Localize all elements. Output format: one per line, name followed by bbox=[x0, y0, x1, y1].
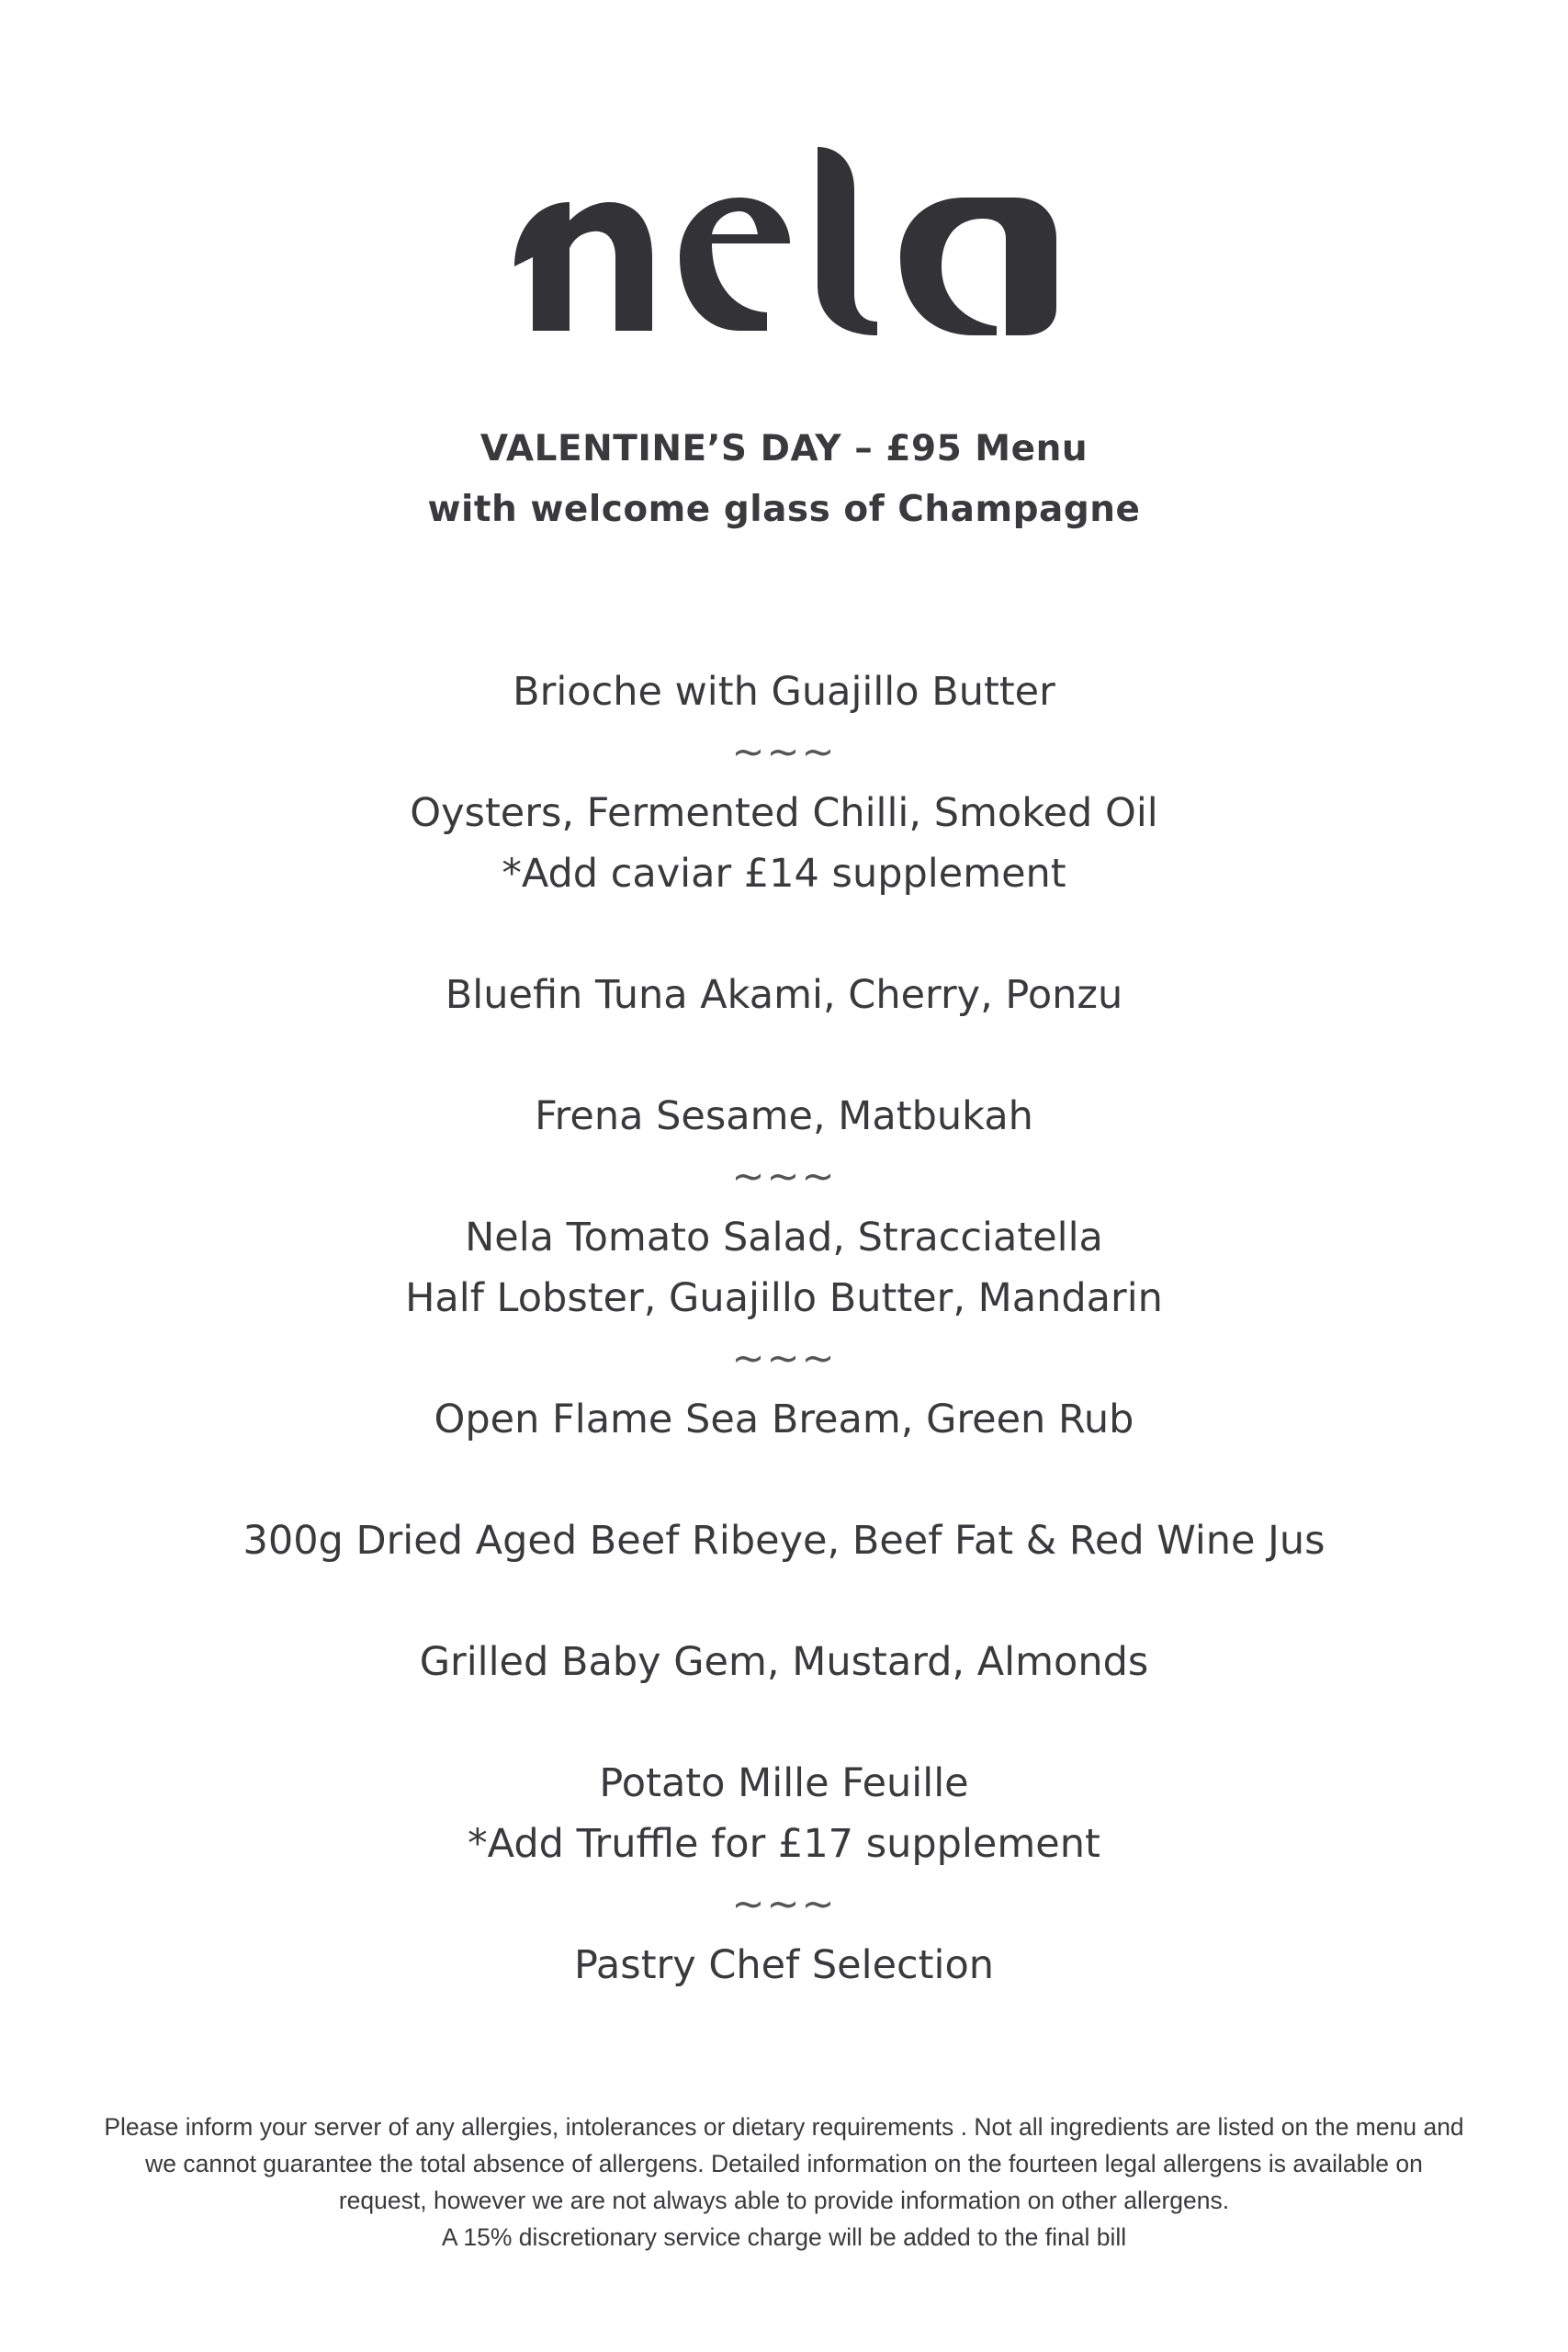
menu-spacer bbox=[0, 1571, 1568, 1632]
menu-item: Brioche with Guajillo Butter bbox=[513, 669, 1055, 715]
course-separator: ~~~ bbox=[731, 1154, 837, 1200]
menu-item: Potato Mille Feuille bbox=[599, 1760, 969, 1806]
service-charge-note: A 15% discretionary service charge will be added to the final bill bbox=[441, 2223, 1127, 2251]
menu-item: Frena Sesame, Matbukah bbox=[535, 1093, 1033, 1139]
course-separator: ~~~ bbox=[731, 729, 837, 775]
course-separator: ~~~ bbox=[731, 1882, 837, 1928]
allergen-notice bbox=[0, 2109, 1568, 2256]
menu-item: Bluefin Tuna Akami, Cherry, Ponzu bbox=[445, 972, 1123, 1018]
menu-spacer bbox=[0, 904, 1568, 965]
course-separator: ~~~ bbox=[731, 1336, 837, 1382]
nela-logo-graphic bbox=[514, 147, 1056, 349]
menu-item: Grilled Baby Gem, Mustard, Almonds bbox=[419, 1639, 1149, 1685]
allergen-notice-line: we cannot guarantee the total absence of allergens. Detailed information on the fourteen legal allergens is available on bbox=[145, 2150, 1423, 2177]
menu-item: *Add Truffle for £17 supplement bbox=[468, 1821, 1100, 1867]
menu-item: 300g Dried Aged Beef Ribeye, Beef Fat & Red Wine Jus bbox=[243, 1518, 1325, 1564]
menu-title: VALENTINE’S DAY – £95 Menu bbox=[479, 428, 1089, 469]
menu-spacer bbox=[0, 1450, 1568, 1510]
menu-item: Pastry Chef Selection bbox=[573, 1942, 995, 1988]
menu-item: Open Flame Sea Bream, Green Rub bbox=[434, 1396, 1134, 1442]
menu-spacer bbox=[0, 1692, 1568, 1753]
menu-spacer bbox=[0, 1025, 1568, 1086]
menu-item: *Add caviar £14 supplement bbox=[502, 851, 1066, 897]
menu-item: Half Lobster, Guajillo Butter, Mandarin bbox=[405, 1275, 1163, 1321]
allergen-notice-line: request, however we are not always able to provide information on other allergens. bbox=[338, 2187, 1230, 2214]
nela-logo bbox=[514, 147, 1056, 349]
menu-subtitle: with welcome glass of Champagne bbox=[427, 489, 1141, 530]
menu-list bbox=[0, 662, 1568, 1996]
menu-item: Oysters, Fermented Chilli, Smoked Oil bbox=[410, 790, 1158, 836]
menu-item: Nela Tomato Salad, Stracciatella bbox=[465, 1215, 1103, 1261]
allergen-notice-line: Please inform your server of any allergies, intolerances or dietary requirements . Not all ingredients are listed on the menu and bbox=[104, 2113, 1464, 2141]
